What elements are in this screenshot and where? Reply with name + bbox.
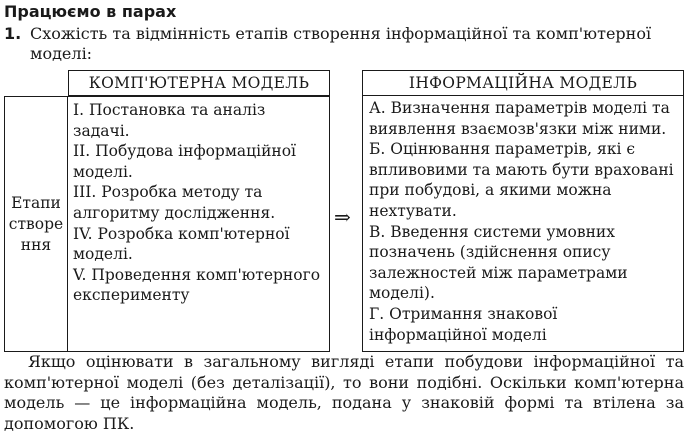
- computer-model-steps: [67, 97, 329, 309]
- list-item: Б. Оцінювання параметрів, які є впливовими та мають бути враховані при побудові, а якими можна нехтувати.: [369, 140, 674, 220]
- computer-model-header: КОМП'ЮТЕРНА МОДЕЛЬ: [68, 70, 330, 96]
- list-item: Г. Отримання знакової інформаційної моделі: [369, 304, 558, 344]
- implies-arrow-icon: ⇒: [334, 205, 351, 229]
- information-model-steps: [363, 95, 683, 348]
- stages-row-label: [4, 96, 68, 352]
- stages-label-text: Етапи створення: [8, 193, 64, 254]
- conclusion-paragraph: Якщо оцінювати в загальному вигляді етапи побудови інформаційної та комп'ютерної моделі (без деталізації), то вони подібні. Оскільки комп'ютерна модель — це інформаційна модель, подана у знаковій формі та втілена за допомогою ПК.: [4, 352, 684, 433]
- list-item: II. Побудова інформаційної моделі.: [73, 142, 297, 181]
- information-model-header: ІНФОРМАЦІЙНА МОДЕЛЬ: [362, 70, 684, 96]
- information-model-cell: [362, 95, 684, 352]
- list-item: IV. Розробка комп'ютерної моделі.: [73, 224, 290, 264]
- list-item: А. Визначення параметрів моделі та виявлення взаємозв'язки між ними.: [369, 99, 670, 138]
- section-heading: Працюємо в парах: [4, 2, 177, 21]
- list-item: В. Введення системи умовних позначень (здійснення опису залежностей між параметрами моделі).: [369, 222, 628, 303]
- task-text: Схожість та відмінність етапів створення інформаційної та комп'ютерної моделі:: [30, 24, 652, 63]
- list-item: III. Розробка методу та алгоритму дослідження.: [73, 183, 276, 222]
- list-item: V. Проведення комп'ютерного експерименту: [73, 265, 321, 305]
- computer-model-cell: [67, 96, 330, 352]
- list-item: I. Постановка та аналіз задачі.: [73, 101, 266, 140]
- task-number: 1.: [4, 24, 22, 43]
